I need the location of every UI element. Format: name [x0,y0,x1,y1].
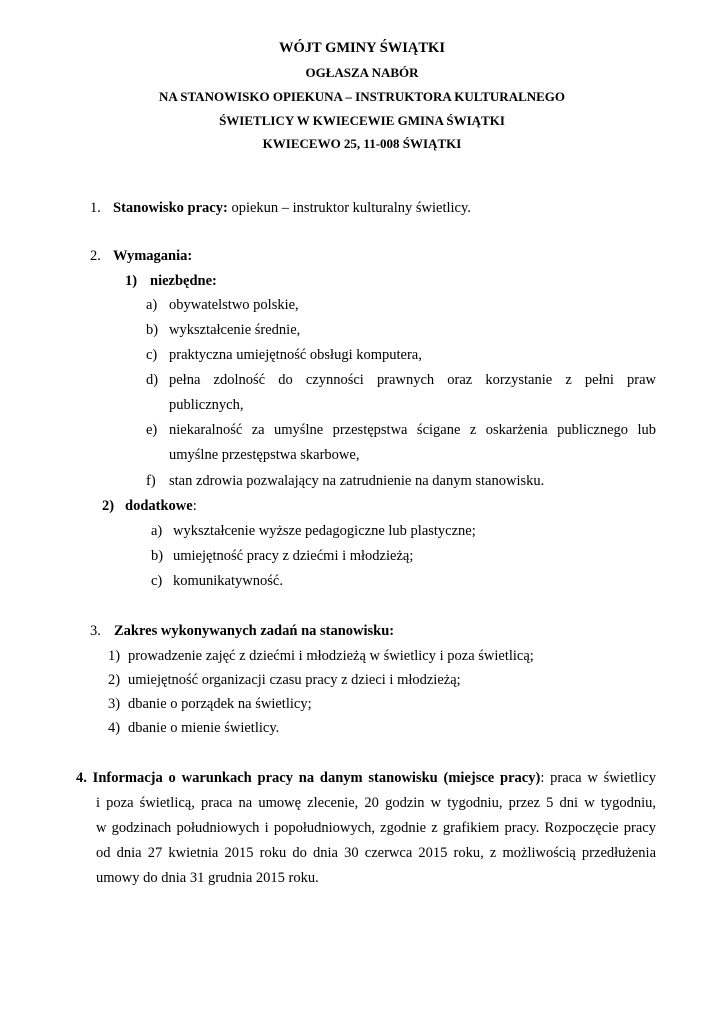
additional-label: dodatkowe [125,498,193,514]
list-item-marker: a) [146,297,158,313]
list-item: praktyczna umiejętność obsługi komputera, [169,347,422,363]
section-4-line [76,769,656,787]
additional-heading [125,497,197,515]
required-number: 1) [125,273,138,289]
header-line-place: ŚWIETLICY W KWIECEWIE GMINA ŚWIĄTKI [219,113,505,128]
section-1-label: Stanowisko pracy: [113,200,228,216]
list-item-marker: f) [146,473,156,489]
list-item-marker: a) [151,523,163,539]
section-4-text: : praca w świetlicy [540,770,656,786]
section-3-label: Zakres wykonywanych zadań na stanowisku: [114,623,395,639]
list-item-marker: e) [146,422,158,438]
list-item: pełna zdolność do czynności prawnych oraz korzystanie z pełni praw [169,372,656,388]
list-item: umiejętność pracy z dziećmi i młodzieżą; [173,548,414,564]
list-item: obywatelstwo polskie, [169,297,299,313]
section-4-line: i poza świetlicą, praca na umowę zlecenie, 20 godzin w tygodniu, przez 5 dni w tygodniu, [96,795,656,811]
header-line-announce: OGŁASZA NABÓR [305,65,419,80]
list-item: niekaralność za umyślne przestępstwa ścigane z oskarżenia publicznego lub [169,422,656,438]
list-item-marker: c) [146,347,158,363]
section-4-line: umowy do dnia 31 grudnia 2015 roku. [96,870,319,886]
list-item: dbanie o porządek na świetlicy; [128,696,312,712]
list-item-marker: 2) [108,672,121,688]
header-line-address: KWIECEWO 25, 11-008 ŚWIĄTKI [262,136,462,151]
section-1-number: 1. [90,200,101,216]
list-item: wykształcenie wyższe pedagogiczne lub plastyczne; [173,523,476,539]
section-4-label: 4. Informacja o warunkach pracy na danym stanowisku (miejsce pracy) [76,770,541,786]
list-item-marker: c) [151,573,163,589]
section-4-line: w godzinach południowych i popołudniowych, zgodnie z grafikiem pracy. Rozpoczęcie pracy [96,820,656,836]
list-item-marker: 3) [108,696,121,712]
additional-colon: : [192,498,197,514]
list-item-marker: d) [146,372,159,388]
section-4-line: od dnia 27 kwietnia 2015 roku do dnia 30 czerwca 2015 roku, z możliwością przedłużenia [96,845,656,861]
additional-number: 2) [102,498,115,514]
list-item-continuation: publicznych, [169,397,244,413]
list-item: wykształcenie średnie, [169,322,301,338]
list-item: dbanie o mienie świetlicy. [128,720,280,736]
list-item-marker: 4) [108,720,121,736]
section-2-label: Wymagania: [113,248,193,264]
header-title: WÓJT GMINY ŚWIĄTKI [279,40,445,56]
list-item: umiejętność organizacji czasu pracy z dzieci i młodzieżą; [128,672,461,688]
header-line-position: NA STANOWISKO OPIEKUNA – INSTRUKTORA KULTURALNEGO [158,89,566,104]
list-item-marker: b) [146,322,159,338]
list-item: komunikatywność. [173,573,283,589]
list-item: prowadzenie zajęć z dziećmi i młodzieżą w świetlicy i poza świetlicą; [128,648,534,664]
section-1 [113,199,471,217]
list-item: stan zdrowia pozwalający na zatrudnienie na danym stanowisku. [169,473,545,489]
required-label: niezbędne: [150,273,217,289]
list-item-marker: 1) [108,648,121,664]
section-1-text: opiekun – instruktor kulturalny świetlicy. [227,200,471,216]
section-3-number: 3. [90,623,101,639]
list-item-marker: b) [151,548,164,564]
list-item-continuation: umyślne przestępstwa skarbowe, [169,447,360,463]
section-2-number: 2. [90,248,101,264]
